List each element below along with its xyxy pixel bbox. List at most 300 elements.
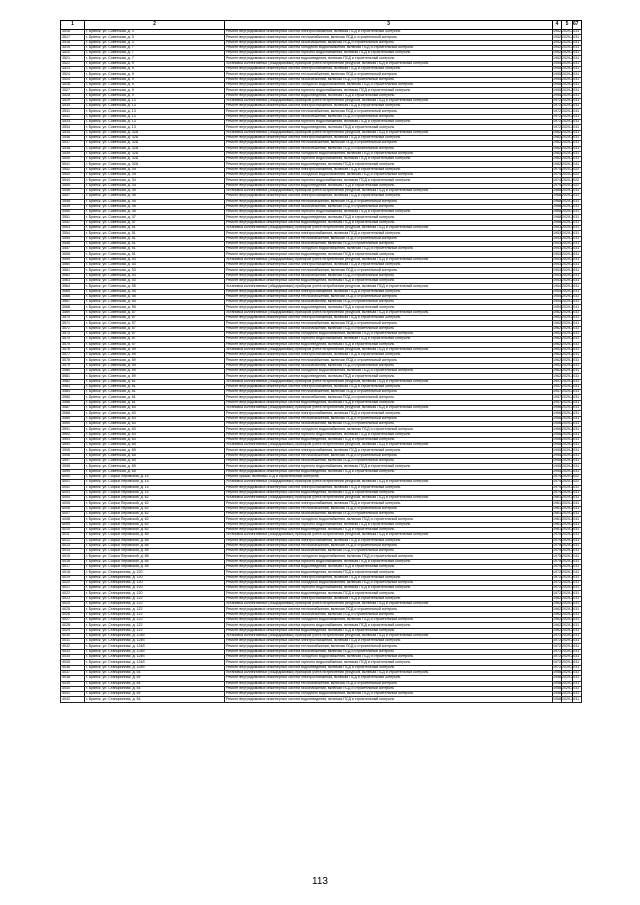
row-number-cell: 3542 xyxy=(61,167,85,172)
address-cell: г. Брянск, ул. Софьи Перовской, д. 85 xyxy=(85,559,225,564)
address-cell: г. Брянск, ул. Станционная, д. 120 xyxy=(85,586,225,591)
build-year-cell: 1954 xyxy=(553,294,561,299)
row-number-cell: 3534 xyxy=(61,125,85,130)
period-cell: 2029-2031 xyxy=(562,87,580,92)
work-type-cell: Установка коллективных (общедомовых) приборов учета потребления ресурсов, включая ПСД и строительный контроль xyxy=(225,670,553,675)
build-year-cell: 1955 xyxy=(553,71,561,76)
work-type-cell: Ремонт внутридомовых инженерных систем водоотведения, включая ПСД и строительный контроль xyxy=(225,400,553,405)
period-cell: 2029-2031 xyxy=(562,643,580,648)
row-number-cell: 4003 xyxy=(61,490,85,495)
address-cell: г. Брянск, ул. Софьи Перовской, д. 62 xyxy=(85,501,225,506)
build-year-cell: 1954 xyxy=(553,288,561,293)
address-cell: г. Брянск, ул. Советская, д. 59 xyxy=(85,353,225,358)
row-number-cell: 3577 xyxy=(61,353,85,358)
work-type-cell: Ремонт внутридомовых инженерных систем газоснабжения, включая ПСД и строительный контроль xyxy=(225,241,553,246)
row-number-cell: 4011 xyxy=(61,533,85,538)
address-cell: г. Брянск, ул. Советская, д. 59 xyxy=(85,363,225,368)
row-number-cell: 3564 xyxy=(61,284,85,289)
work-type-cell: Ремонт внутридомовых инженерных систем горячего водоснабжения, включая ПСД и строительный контроль xyxy=(225,157,553,162)
address-cell: г. Брянск, ул. Советская, д. 57 xyxy=(85,331,225,336)
build-year-cell: 1955 xyxy=(553,66,561,71)
period-cell: 2029-2031 xyxy=(562,214,580,219)
work-type-cell: Установка коллективных (общедомовых) приборов учета потребления ресурсов, включая ПСД и строительный контроль xyxy=(225,443,553,448)
row-number-cell: 3583 xyxy=(61,384,85,389)
row-number-cell: 3519 xyxy=(61,45,85,50)
row-number-cell: 3538 xyxy=(61,146,85,151)
work-type-cell: Ремонт внутридомовых инженерных систем водоотведения, включая ПСД и строительный контроль xyxy=(225,469,553,474)
row-number-cell: 4015 xyxy=(61,554,85,559)
work-type-cell: Ремонт внутридомовых инженерных систем водоотведения, включая ПСД и строительный контроль xyxy=(225,220,553,225)
address-cell: г. Брянск, ул. Софьи Перовской, д. 62 xyxy=(85,496,225,501)
address-cell: г. Брянск, ул. Софьи Перовской, д. 14 xyxy=(85,485,225,490)
row-number-cell: 4004 xyxy=(61,496,85,501)
build-year-cell: 1972 xyxy=(553,633,561,638)
build-year-cell: 1968 xyxy=(553,188,561,193)
work-type-cell: Установка коллективных (общедомовых) приборов учета потребления ресурсов, включая ПСД и строительный контроль xyxy=(225,130,553,135)
build-year-cell: 1958 xyxy=(553,675,561,680)
address-cell: г. Брянск, ул. Софьи Перовской, д. 14 xyxy=(85,474,225,479)
work-type-cell: Ремонт внутридомовых инженерных систем теплоснабжения, включая ПСД и строительный контроль xyxy=(225,72,553,77)
build-year-cell: 1953 xyxy=(553,272,561,277)
row-number-cell: 4017 xyxy=(61,564,85,569)
work-type-cell: Ремонт внутридомовых инженерных систем газоснабжения, включая ПСД и строительный контроль xyxy=(225,363,553,368)
work-type-cell: Ремонт внутридомовых инженерных систем холодного водоснабжения, включая ПСД и строительный контроль xyxy=(225,331,553,336)
build-year-cell: 1974 xyxy=(553,166,561,171)
build-year-cell: 1982 xyxy=(553,145,561,150)
address-cell: г. Брянск, ул. Советская, д. 57 xyxy=(85,321,225,326)
work-type-cell: Ремонт внутридомовых инженерных систем водоотведения, включая ПСД и строительный контроль xyxy=(225,374,553,379)
address-cell: г. Брянск, ул. Софьи Перовской, д. 85 xyxy=(85,543,225,548)
address-cell: г. Брянск, ул. Советская, д. 65 xyxy=(85,459,225,464)
work-type-cell: Ремонт внутридомовых инженерных систем водоотведения, включая ПСД и строительный контроль xyxy=(225,490,553,495)
period-cell: 2029-2031 xyxy=(562,82,580,87)
build-year-cell: 1962 xyxy=(553,596,561,601)
row-number-cell: 4000 xyxy=(61,474,85,479)
work-type-cell: Ремонт внутридомовых инженерных систем водоотведения, включая ПСД и строительный контроль xyxy=(225,527,553,532)
build-year-cell: 1955 xyxy=(553,447,561,452)
row-number-cell: 3584 xyxy=(61,390,85,395)
row-number-cell: 3553 xyxy=(61,225,85,230)
address-cell: г. Брянск, ул. Станционная, д. 124б xyxy=(85,649,225,654)
address-cell: г. Брянск, ул. Советская, д. 61 xyxy=(85,395,225,400)
build-year-cell: 1961 xyxy=(553,500,561,505)
build-year-cell: 1968 xyxy=(553,198,561,203)
build-year-cell: 1974 xyxy=(553,484,561,489)
build-year-cell: 1972 xyxy=(553,98,561,103)
build-year-cell: 1982 xyxy=(553,161,561,166)
address-cell: г. Брянск, ул. Советская, д. 3 xyxy=(85,30,225,35)
address-cell: г. Брянск, ул. Станционная, д. 54 xyxy=(85,681,225,686)
address-cell: г. Брянск, ул. Советская, д. 34 xyxy=(85,183,225,188)
address-cell: г. Брянск, ул. Советская, д. 32А xyxy=(85,141,225,146)
row-number-cell: 4005 xyxy=(61,501,85,506)
address-cell: г. Брянск, ул. Советская, д. 61 xyxy=(85,390,225,395)
work-type-cell: Ремонт внутридомовых инженерных систем теплоснабжения, включая ПСД и строительный контроль xyxy=(225,681,553,686)
work-type-cell: Ремонт внутридомовых инженерных систем теплоснабжения, включая ПСД и строительный контроль xyxy=(225,321,553,326)
period-cell: 2029-2031 xyxy=(562,670,580,675)
address-cell: г. Брянск, ул. Станционная, д. 122 xyxy=(85,623,225,628)
work-type-cell: Ремонт внутридомовых инженерных систем горячего водоснабжения, включая ПСД и строительный контроль xyxy=(225,559,553,564)
work-type-cell: Ремонт внутридомовых инженерных систем холодного водоснабжения, включая ПСД и строительный контроль xyxy=(225,82,553,87)
period-cell: 2029-2031 xyxy=(562,241,580,246)
build-year-cell: 1952 xyxy=(553,45,561,50)
address-cell: г. Брянск, ул. Станционная, д. 122 xyxy=(85,602,225,607)
build-year-cell: 1974 xyxy=(553,479,561,484)
build-year-cell: 1955 xyxy=(553,87,561,92)
work-type-cell: Ремонт внутридомовых инженерных систем электроснабжения, включая ПСД и строительный контроль xyxy=(225,596,553,601)
work-type-cell: Ремонт внутридомовых инженерных систем газоснабжения, включая ПСД и строительный контроль xyxy=(225,649,553,654)
build-year-cell: 1975 xyxy=(553,564,561,569)
row-number-cell: 3528 xyxy=(61,93,85,98)
work-type-cell: Ремонт внутридомовых инженерных систем теплоснабжения, включая ПСД и строительный контроль xyxy=(225,236,553,241)
period-cell: 2029-2031 xyxy=(562,664,580,669)
period-cell: 2029-2031 xyxy=(562,135,580,140)
address-cell: г. Брянск, ул. Советская, д. 9 xyxy=(85,72,225,77)
work-type-cell: Ремонт внутридомовых инженерных систем газоснабжения, включая ПСД и строительный контроль xyxy=(225,612,553,617)
address-cell: г. Брянск, ул. Советская, д. 9 xyxy=(85,67,225,72)
address-cell: г. Брянск, ул. Советская, д. 55 xyxy=(85,294,225,299)
build-year-cell: 1962 xyxy=(553,309,561,314)
row-number-cell: 3552 xyxy=(61,220,85,225)
address-cell: г. Брянск, ул. Софьи Перовской, д. 85 xyxy=(85,533,225,538)
work-type-cell: Ремонт внутридомовых инженерных систем водоотведения, включая ПСД и строительный контроль xyxy=(225,437,553,442)
work-type-cell: Ремонт внутридомовых инженерных систем электроснабжения, включая ПСД и строительный контроль xyxy=(225,167,553,172)
period-cell: 2029-2031 xyxy=(562,453,580,457)
build-year-cell: 1958 xyxy=(553,691,561,696)
period-cell: 2029-2031 xyxy=(562,680,580,685)
period-cell: 2029-2031 xyxy=(562,257,580,262)
row-number-cell: 3537 xyxy=(61,141,85,146)
address-cell: г. Брянск, ул. Станционная, д. 122 xyxy=(85,617,225,622)
build-year-cell: 1974 xyxy=(553,182,561,187)
build-year-cell: 1953 xyxy=(553,257,561,262)
build-year-cell: 1952 xyxy=(553,29,561,34)
period-cell: 2029-2031 xyxy=(562,601,580,606)
work-type-cell: Ремонт внутридомовых инженерных систем водоотведения, включая ПСД и строительный контроль xyxy=(225,591,553,596)
work-type-cell: Ремонт внутридомовых инженерных систем газоснабжения, включая ПСД и строительный контроль xyxy=(225,204,553,209)
row-number-cell: 4029 xyxy=(61,628,85,633)
period-cell: 2029-2031 xyxy=(562,119,580,124)
build-year-cell: 1975 xyxy=(553,537,561,542)
period-cell: 2029-2031 xyxy=(562,622,580,627)
work-type-cell: Ремонт внутридомовых инженерных систем теплоснабжения, включая ПСД и строительный контроль xyxy=(225,141,553,146)
build-year-cell: 1955 xyxy=(553,92,561,97)
row-number-cell: 4041 xyxy=(61,692,85,697)
row-number-cell: 3541 xyxy=(61,162,85,167)
address-cell: г. Брянск, ул. Советская, д. 57 xyxy=(85,342,225,347)
period-cell: 2029-2031 xyxy=(562,251,580,256)
work-type-cell: Ремонт внутридомовых инженерных систем электроснабжения, включая ПСД и строительный контроль xyxy=(225,538,553,543)
work-type-cell: Ремонт внутридомовых инженерных систем газоснабжения, включая ПСД и строительный контроль xyxy=(225,549,553,554)
row-number-cell: 4034 xyxy=(61,655,85,660)
row-number-cell: 3540 xyxy=(61,157,85,162)
period-cell: 2029-2031 xyxy=(562,437,580,442)
period-cell: 2029-2031 xyxy=(562,648,580,653)
work-type-cell: Ремонт внутридомовых инженерных систем горячего водоснабжения, включая ПСД и строительный контроль xyxy=(225,88,553,93)
row-number-cell: 3517 xyxy=(61,35,85,40)
build-year-cell: 1962 xyxy=(553,362,561,367)
period-cell: 2029-2031 xyxy=(562,580,580,585)
row-number-cell: 3570 xyxy=(61,316,85,321)
period-cell: 2029-2031 xyxy=(562,500,580,505)
period-cell: 2029-2031 xyxy=(562,389,580,394)
address-cell: г. Брянск, ул. Советская, д. 53 xyxy=(85,263,225,268)
period-cell: 2029-2031 xyxy=(562,373,580,378)
address-cell: г. Брянск, ул. Станционная, д. 124б xyxy=(85,655,225,660)
period-cell: 2029-2031 xyxy=(562,161,580,166)
column-header: 7 xyxy=(573,21,582,30)
build-year-cell: 1982 xyxy=(553,151,561,156)
address-cell: г. Брянск, ул. Советская, д. 13 xyxy=(85,98,225,103)
address-cell: г. Брянск, ул. Советская, д. 65 xyxy=(85,448,225,453)
period-cell: 2029-2031 xyxy=(562,638,580,643)
period-cell: 2029-2031 xyxy=(562,495,580,500)
work-type-cell: Ремонт внутридомовых инженерных систем водоотведения, включая ПСД и строительный контроль xyxy=(225,305,553,310)
period-cell: 2020-2022 xyxy=(562,172,580,177)
address-cell: г. Брянск, ул. Станционная, д. 120 xyxy=(85,591,225,596)
period-cell: 2029-2031 xyxy=(562,548,580,553)
build-year-cell: 1962 xyxy=(553,347,561,352)
work-type-cell: Ремонт внутридомовых инженерных систем электроснабжения, включая ПСД и строительный контроль xyxy=(225,384,553,389)
build-year-cell: 1957 xyxy=(553,400,561,405)
row-number-cell: 4040 xyxy=(61,686,85,691)
address-cell: г. Брянск, ул. Советская, д. 59 xyxy=(85,374,225,379)
work-type-cell: Ремонт внутридомовых инженерных систем электроснабжения, включая ПСД и строительный контроль xyxy=(225,676,553,681)
build-year-cell: 1954 xyxy=(553,283,561,288)
work-type-cell: Ремонт внутридомовых инженерных систем газоснабжения, включая ПСД и строительный контроль xyxy=(225,459,553,464)
build-year-cell: 1961 xyxy=(553,527,561,532)
period-cell: 2029-2031 xyxy=(562,92,580,97)
period-cell: 2029-2031 xyxy=(562,145,580,150)
address-cell: г. Брянск, ул. Софьи Перовской, д. 85 xyxy=(85,564,225,569)
work-type-cell: Ремонт внутридомовых инженерных систем газоснабжения, включая ПСД и строительный контроль xyxy=(225,40,553,45)
period-cell: 2029-2031 xyxy=(562,315,580,320)
period-cell: 2029-2031 xyxy=(562,66,580,71)
row-number-cell: 3578 xyxy=(61,358,85,363)
build-year-cell: 1972 xyxy=(553,580,561,585)
row-number-cell: 3525 xyxy=(61,77,85,82)
row-number-cell: 3523 xyxy=(61,67,85,72)
row-number-cell: 3532 xyxy=(61,114,85,119)
address-cell: г. Брянск, ул. Советская, д. 45 xyxy=(85,204,225,209)
row-number-cell: 4028 xyxy=(61,623,85,628)
build-year-cell: 1972 xyxy=(553,124,561,129)
address-cell: г. Брянск, ул. Советская, д. 9 xyxy=(85,88,225,93)
work-type-cell: Ремонт внутридомовых инженерных систем водоотведения, включая ПСД и строительный контроль xyxy=(225,628,553,633)
work-type-cell: Ремонт внутридомовых инженерных систем газоснабжения, включая ПСД и строительный контроль xyxy=(225,114,553,119)
build-year-cell: 1955 xyxy=(553,442,561,447)
address-cell: г. Брянск, ул. Станционная, д. 54 xyxy=(85,686,225,691)
row-number-cell: 4031 xyxy=(61,639,85,644)
build-year-cell: 1972 xyxy=(553,643,561,648)
address-cell: г. Брянск, ул. Советская, д. 34 xyxy=(85,173,225,178)
work-type-cell: Ремонт внутридомовых инженерных систем электроснабжения, включая ПСД и строительный контроль xyxy=(225,289,553,294)
build-year-cell: 1982 xyxy=(553,140,561,145)
work-type-cell: Ремонт внутридомовых инженерных систем газоснабжения, включая ПСД и строительный контроль xyxy=(225,512,553,517)
row-number-cell: 3526 xyxy=(61,82,85,87)
address-cell: г. Брянск, ул. Советская, д. 13 xyxy=(85,109,225,114)
address-cell: г. Брянск, ул. Станционная, д. 122 xyxy=(85,628,225,633)
work-type-cell: Ремонт внутридомовых инженерных систем холодного водоснабжения, включая ПСД и строительный контроль xyxy=(225,369,553,374)
build-year-cell: 1975 xyxy=(553,558,561,563)
build-year-cell: 1953 xyxy=(553,235,561,240)
row-number-cell: 3580 xyxy=(61,369,85,374)
work-type-cell: Ремонт внутридомовых инженерных систем горячего водоснабжения, включая ПСД и строительный контроль xyxy=(225,586,553,591)
work-type-cell: Установка коллективных (общедомовых) приборов учета потребления ресурсов, включая ПСД и строительный контроль xyxy=(225,379,553,384)
address-cell: г. Брянск, ул. Советская, д. 9 xyxy=(85,77,225,82)
address-cell: г. Брянск, ул. Софьи Перовской, д. 62 xyxy=(85,522,225,527)
row-number-cell: 3544 xyxy=(61,178,85,183)
period-cell: 2029-2031 xyxy=(562,347,580,352)
row-number-cell: 3516 xyxy=(61,30,85,35)
build-year-cell: 1957 xyxy=(553,389,561,394)
address-cell: г. Брянск, ул. Софьи Перовской, д. 62 xyxy=(85,506,225,511)
period-cell: 2029-2031 xyxy=(562,124,580,129)
work-type-cell: Установка коллективных (общедомовых) приборов учета потребления ресурсов, включая ПСД и строительный контроль xyxy=(225,480,553,485)
build-year-cell: 1968 xyxy=(553,209,561,214)
address-cell: г. Брянск, ул. Станционная, д. 120 xyxy=(85,575,225,580)
period-cell: 2029-2031 xyxy=(562,394,580,399)
period-cell: 2029-2031 xyxy=(562,431,580,436)
period-cell: 2029-2031 xyxy=(562,378,580,383)
address-cell: г. Брянск, ул. Советская, д. 63 xyxy=(85,416,225,421)
row-number-cell: 3590 xyxy=(61,421,85,426)
address-cell: г. Брянск, ул. Советская, д. 13 xyxy=(85,125,225,130)
period-cell: 2029-2031 xyxy=(562,114,580,118)
work-type-cell: Ремонт внутридомовых инженерных систем холодного водоснабжения, включая ПСД и строительный контроль xyxy=(225,151,553,156)
row-number-cell: 4009 xyxy=(61,522,85,527)
work-type-cell: Установка коллективных (общедомовых) приборов учета потребления ресурсов, включая ПСД и строительный контроль xyxy=(225,225,553,230)
address-cell: г. Брянск, ул. Советская, д. 57 xyxy=(85,310,225,315)
address-cell: г. Брянск, ул. Станционная, д. 122 xyxy=(85,612,225,617)
work-type-cell: Ремонт внутридомовых инженерных систем водоотведения, включая ПСД и строительный контроль xyxy=(225,278,553,283)
row-number-cell: 3581 xyxy=(61,374,85,379)
work-type-cell: Ремонт внутридомовых инженерных систем горячего водоснабжения, включая ПСД и строительный контроль xyxy=(225,660,553,665)
address-cell: г. Брянск, ул. Советская, д. 65 xyxy=(85,464,225,469)
period-cell: 2029-2031 xyxy=(562,288,580,293)
work-type-cell: Ремонт внутридомовых инженерных систем теплоснабжения, включая ПСД и строительный контроль xyxy=(225,390,553,395)
row-number-cell: 3572 xyxy=(61,326,85,331)
period-cell: 2020-2022 xyxy=(562,166,580,171)
address-cell: г. Брянск, ул. Советская, д. 51 xyxy=(85,241,225,246)
period-cell: 2029-2031 xyxy=(562,400,580,405)
work-type-cell: Ремонт внутридомовых инженерных систем теплоснабжения, включая ПСД и строительный контроль xyxy=(225,416,553,421)
work-type-cell: Ремонт внутридомовых инженерных систем горячего водоснабжения, включая ПСД и строительный контроль xyxy=(225,178,553,183)
work-type-cell: Ремонт внутридомовых инженерных систем холодного водоснабжения, включая ПСД и строительный контроль xyxy=(225,554,553,559)
address-cell: г. Брянск, ул. Советская, д. 9 xyxy=(85,61,225,66)
period-cell: 2029-2031 xyxy=(562,108,580,113)
address-cell: г. Брянск, ул. Станционная, д. 120 xyxy=(85,570,225,575)
work-type-cell: Установка коллективных (общедомовых) приборов учета потребления ресурсов, включая ПСД и строительный контроль xyxy=(225,347,553,352)
period-cell: 2029-2031 xyxy=(562,151,580,156)
row-number-cell: 3543 xyxy=(61,173,85,178)
work-type-cell: Установка коллективных (общедомовых) приборов учета потребления ресурсов, включая ПСД и строительный контроль xyxy=(225,633,553,638)
address-cell: г. Брянск, ул. Советская, д. 51 xyxy=(85,252,225,257)
work-type-cell: Ремонт внутридомовых инженерных систем водоотведения, включая ПСД и строительный контроль xyxy=(225,162,553,167)
period-cell: 2029-2031 xyxy=(562,421,580,426)
build-year-cell: 1972 xyxy=(553,590,561,595)
work-type-cell: Ремонт внутридомовых инженерных систем газоснабжения, включая ПСД и строительный контроль xyxy=(225,77,553,82)
work-type-cell: Ремонт внутридомовых инженерных систем водоотведения, включая ПСД и строительный контроль xyxy=(225,56,553,61)
column-header: 1 xyxy=(61,21,85,30)
address-cell: г. Брянск, ул. Советская, д. 57 xyxy=(85,326,225,331)
period-cell: 2029-2031 xyxy=(562,352,580,357)
row-number-cell: 3535 xyxy=(61,130,85,135)
build-year-cell: 1972 xyxy=(553,664,561,669)
address-cell: г. Брянск, ул. Станционная, д. 54 xyxy=(85,676,225,681)
address-cell: г. Брянск, ул. Советская, д. 3 xyxy=(85,35,225,40)
period-cell: 2029-2031 xyxy=(562,527,580,532)
row-number-cell: 4026 xyxy=(61,612,85,617)
address-cell: г. Брянск, ул. Советская, д. 45 xyxy=(85,194,225,199)
build-year-cell: 1952 xyxy=(553,39,561,44)
build-year-cell: 1962 xyxy=(553,606,561,611)
work-type-cell: Ремонт внутридомовых инженерных систем водоотведения, включая ПСД и строительный контроль xyxy=(225,342,553,347)
build-year-cell: 1961 xyxy=(553,511,561,516)
row-number-cell: 4036 xyxy=(61,665,85,670)
period-cell: 2029-2031 xyxy=(562,442,580,447)
column-header: 4 xyxy=(553,21,562,30)
work-type-cell: Установка коллективных (общедомовых) приборов учета потребления ресурсов, включая ПСД и строительный контроль xyxy=(225,257,553,262)
build-year-cell: 1975 xyxy=(553,543,561,548)
row-number-cell: 3524 xyxy=(61,72,85,77)
work-type-cell: Ремонт внутридомовых инженерных систем горячего водоснабжения, включая ПСД и строительный контроль xyxy=(225,120,553,125)
period-cell: 2029-2031 xyxy=(562,675,580,680)
address-cell: г. Брянск, ул. Советская, д. 32А xyxy=(85,135,225,140)
work-type-cell: Ремонт внутридомовых инженерных систем электроснабжения, включая ПСД и строительный контроль xyxy=(225,353,553,358)
row-number-cell: 3597 xyxy=(61,459,85,464)
work-type-cell: Ремонт внутридомовых инженерных систем холодного водоснабжения, включая ПСД и строительный контроль xyxy=(225,427,553,432)
address-cell: г. Брянск, ул. Советская, д. 59 xyxy=(85,358,225,363)
work-type-cell: Ремонт внутридомовых инженерных систем электроснабжения, включая ПСД и строительный контроль xyxy=(225,135,553,140)
row-number-cell: 3561 xyxy=(61,268,85,273)
address-cell: г. Брянск, ул. Советская, д. 65 xyxy=(85,453,225,458)
row-number-cell: 3520 xyxy=(61,51,85,56)
row-number-cell: 3589 xyxy=(61,416,85,421)
period-cell: 2029-2031 xyxy=(562,511,580,516)
build-year-cell: 1958 xyxy=(553,696,561,701)
work-type-cell: Ремонт внутридомовых инженерных систем холодного водоснабжения, включая ПСД и строительный контроль xyxy=(225,655,553,660)
work-type-cell: Ремонт внутридомовых инженерных систем водоотведения, включая ПСД и строительный контроль xyxy=(225,125,553,130)
column-header: 5 xyxy=(562,21,573,30)
period-cell: 2029-2031 xyxy=(562,198,580,203)
row-number-cell: 4007 xyxy=(61,512,85,517)
address-cell: г. Брянск, ул. Советская, д. 65 xyxy=(85,469,225,474)
work-type-cell: Ремонт внутридомовых инженерных систем теплоснабжения, включая ПСД и строительный контроль xyxy=(225,199,553,204)
period-cell: 2029-2031 xyxy=(562,410,580,415)
register-sheet xyxy=(60,20,581,703)
work-type-cell: Ремонт внутридомовых инженерных систем холодного водоснабжения, включая ПСД и строительный контроль xyxy=(225,580,553,585)
build-year-cell: 1962 xyxy=(553,325,561,330)
period-cell: 2029-2031 xyxy=(562,633,580,638)
build-year-cell: 1955 xyxy=(553,463,561,468)
work-type-cell: Ремонт внутридомовых инженерных систем электроснабжения, включая ПСД и строительный контроль xyxy=(225,316,553,321)
work-type-cell: Ремонт внутридомовых инженерных систем теплоснабжения, включая ПСД и строительный контроль xyxy=(225,35,553,40)
address-cell: г. Брянск, ул. Советская, д. 32А xyxy=(85,151,225,156)
period-cell: 2029-2031 xyxy=(562,283,580,288)
work-type-cell: Ремонт внутридомовых инженерных систем водоотведения, включая ПСД и строительный контроль xyxy=(225,93,553,98)
row-number-cell: 4001 xyxy=(61,480,85,485)
address-cell: г. Брянск, ул. Софьи Перовской, д. 85 xyxy=(85,538,225,543)
page-number: 113 xyxy=(312,876,328,887)
period-cell: 2029-2031 xyxy=(562,558,580,563)
build-year-cell: 1974 xyxy=(553,474,561,479)
period-cell: 2029-2031 xyxy=(562,532,580,537)
work-type-cell: Ремонт внутридомовых инженерных систем электроснабжения, включая ПСД и строительный контроль xyxy=(225,104,553,109)
address-cell: г. Брянск, ул. Советская, д. 55 xyxy=(85,289,225,294)
build-year-cell: 1972 xyxy=(553,569,561,574)
row-number-cell: 3559 xyxy=(61,257,85,262)
